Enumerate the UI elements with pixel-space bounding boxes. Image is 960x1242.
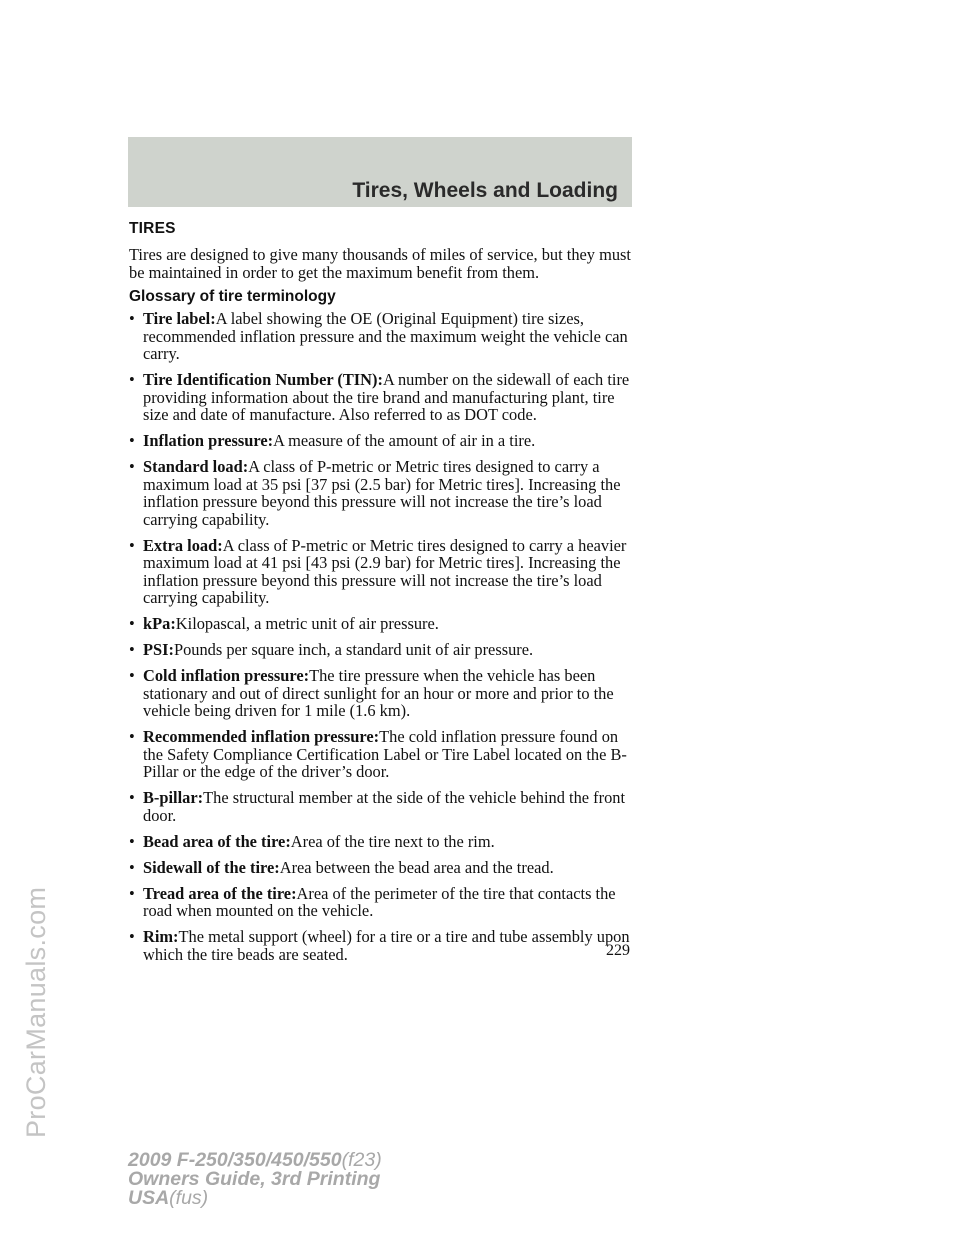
glossary-definition: Area between the bead area and the tread. xyxy=(279,857,554,877)
section-header-band xyxy=(128,137,632,207)
glossary-term: Tread area of the tire: xyxy=(143,883,297,903)
glossary-definition: The cold inflation pressure found on the Safety Compliance Certification Label or Tire Label located on the B-Pillar or the edge of the driver’s door. xyxy=(143,727,627,781)
footer-region-code: (fus) xyxy=(169,1187,209,1209)
glossary-item xyxy=(129,789,635,824)
footer-guide: Owners Guide, 3rd Printing xyxy=(128,1168,381,1190)
page-number: 229 xyxy=(606,942,630,959)
glossary-title: Glossary of tire terminology xyxy=(129,288,336,305)
intro-paragraph: Tires are designed to give many thousands of miles of service, but they must be maintained in order to get the maximum benefit from them. xyxy=(129,245,631,282)
glossary-term: Cold inflation pressure: xyxy=(143,666,310,685)
glossary-definition: Area of the tire next to the rim. xyxy=(290,831,495,851)
section-title: TIRES xyxy=(129,220,176,237)
glossary-item xyxy=(129,728,635,781)
glossary-item xyxy=(129,371,635,424)
glossary-term: Sidewall of the tire: xyxy=(143,857,280,877)
glossary-item xyxy=(129,310,635,363)
footer-region: USA xyxy=(128,1187,170,1209)
bullet-icon: • xyxy=(129,640,135,659)
glossary-term: Recommended inflation pressure: xyxy=(143,727,380,746)
glossary-item xyxy=(129,615,635,633)
glossary-item xyxy=(129,885,635,920)
glossary-definition: The metal support (wheel) for a tire or a tire and tube assembly upon which the tire beads are seated. xyxy=(143,927,630,964)
glossary-item xyxy=(129,537,635,607)
bullet-icon: • xyxy=(129,370,135,389)
bullet-icon: • xyxy=(129,788,135,807)
footer-model: 2009 F-250/350/450/550 xyxy=(128,1149,342,1171)
bullet-icon: • xyxy=(129,831,135,851)
glossary-term: PSI: xyxy=(143,640,174,659)
footer-model-code: (f23) xyxy=(341,1149,382,1171)
glossary-definition: A number on the sidewall of each tire providing information about the tire brand and manufacturing plant, tire size and date of manufacture. Also referred to as DOT code. xyxy=(143,370,630,424)
glossary-term: Extra load: xyxy=(143,535,223,555)
glossary-term: Tire Identification Number (TIN): xyxy=(143,370,383,389)
glossary-definition: The structural member at the side of the vehicle behind the front door. xyxy=(143,788,626,825)
bullet-icon: • xyxy=(129,883,135,903)
glossary-definition: The tire pressure when the vehicle has been stationary and out of direct sunlight for an hour or more and prior to the vehicle being driven for 1 mile (1.6 km). xyxy=(143,666,614,720)
glossary-term: Tire label: xyxy=(143,309,216,328)
bullet-icon: • xyxy=(129,666,135,685)
bullet-icon: • xyxy=(129,535,135,555)
glossary-term: Bead area of the tire: xyxy=(143,831,291,851)
bullet-icon: • xyxy=(129,614,135,633)
bullet-icon: • xyxy=(129,927,135,946)
glossary-definition: A label showing the OE (Original Equipment) tire sizes, recommended inflation pressure and the maximum weight the vehicle can carry. xyxy=(143,309,628,363)
document-footer xyxy=(128,1151,382,1208)
glossary-definition: Pounds per square inch, a standard unit of air pressure. xyxy=(173,640,534,659)
side-watermark: ProCarManuals.com xyxy=(21,886,51,1138)
chapter-title: Tires, Wheels and Loading xyxy=(352,179,618,202)
glossary-item xyxy=(129,833,635,851)
glossary-definition: A class of P-metric or Metric tires designed to carry a maximum load at 35 psi [37 psi (2.5 bar) for Metric tires]. Increasing the inflation pressure beyond this pressure will not increase the tire’s load carrying capability. xyxy=(143,457,621,529)
glossary-item xyxy=(129,432,635,450)
bullet-icon: • xyxy=(129,857,135,877)
glossary-term: B-pillar: xyxy=(143,788,204,807)
bullet-icon: • xyxy=(129,431,135,450)
glossary-term: Rim: xyxy=(143,927,179,946)
glossary-term: Standard load: xyxy=(143,457,249,476)
glossary-definition: Kilopascal, a metric unit of air pressure. xyxy=(175,614,439,633)
bullet-icon: • xyxy=(129,727,135,746)
glossary-item xyxy=(129,928,635,963)
glossary-term: kPa: xyxy=(143,614,176,633)
glossary-definition: Area of the perimeter of the tire that contacts the road when mounted on the vehicle. xyxy=(143,883,616,920)
glossary-item xyxy=(129,458,635,528)
glossary-item xyxy=(129,641,635,659)
glossary-item xyxy=(129,667,635,720)
page-content xyxy=(129,220,635,972)
glossary-item xyxy=(129,859,635,877)
glossary-term: Inflation pressure: xyxy=(143,431,274,450)
bullet-icon: • xyxy=(129,309,135,328)
glossary-definition: A class of P-metric or Metric tires designed to carry a heavier maximum load at 41 psi [43 psi (2.9 bar) for Metric tires]. Increasing the inflation pressure beyond this pressure will not increase the tire’s load carrying capability. xyxy=(143,535,627,607)
glossary-list xyxy=(129,310,635,963)
glossary-definition: A measure of the amount of air in a tire. xyxy=(273,431,536,450)
bullet-icon: • xyxy=(129,457,135,476)
